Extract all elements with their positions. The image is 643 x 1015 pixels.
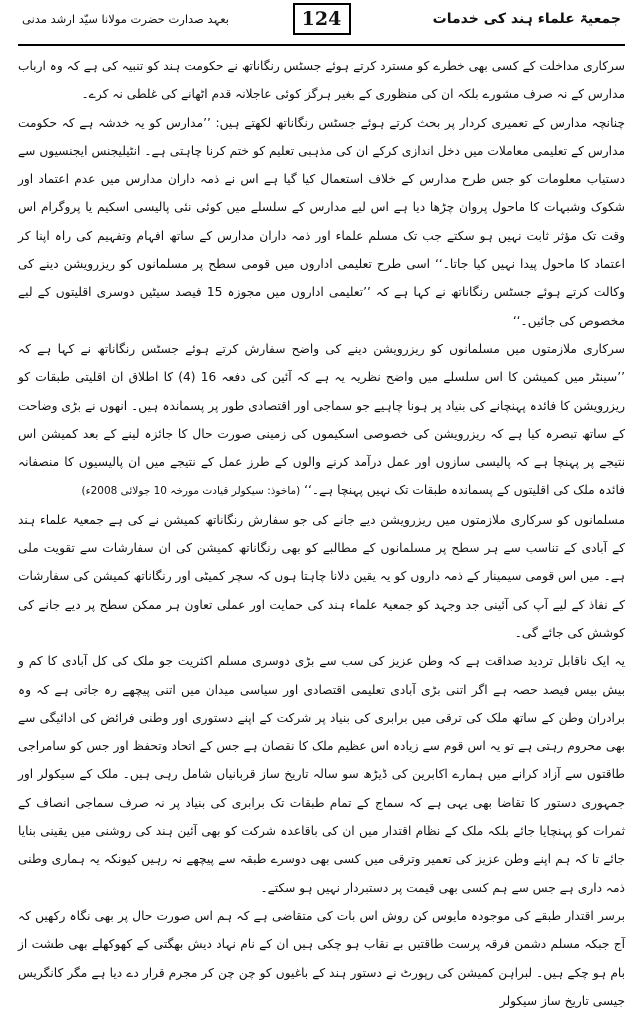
running-head: بعہد صدارت حضرت مولانا سیّد ارشد مدنی: [22, 12, 229, 26]
paragraph: چنانچہ مدارس کے تعمیری کردار پر بحث کرتے ہوئے جسٹس رنگاناتھ لکھتے ہیں: ’’مدارس کو یہ خدشہ ہے کہ حکومت مدارس کے تعلیمی معاملات میں دخل اندازی کرکے ان کی مذہبی تعلیم کو ختم کرنا چاہتی ہے۔ انٹیلیجنس ایجنسیوں سے دستیاب معلومات کو جس طرح مدارس کے خلاف استعمال کیا گیا ہے اس نے ذمہ داران مدارس میں عدم اعتماد اور شکوک وشبہات کا ماحول پروان چڑھا دیا ہے اس لیے مدارس کے سلسلے میں کوئی نئی پالیسی اسکیم یا پروگرام اس وقت تک مؤثر ثابت نہیں ہو سکتے جب تک مسلم علماء اور ذمہ داران مدارس کے ساتھ افہام وتفہیم کی راہ اپنا کر اعتماد کا ماحول پیدا نہیں کیا جاتا۔‘‘ اسی طرح تعلیمی اداروں میں قومی سطح پر مسلمانوں کو ریزرویشن دینے کی وکالت کرتے ہوئے جسٹس رنگاناتھ نے کہا ہے کہ ’’تعلیمی اداروں میں مجوزہ 15 فیصد سیٹیں دوسری اقلیتوں کے لیے مخصوص کی جائیں۔‘‘: [18, 115, 625, 328]
source-citation: (ماخوذ: سیکولر قیادت مورخہ 10 جولائی 2008ء): [81, 485, 301, 498]
paragraph: برسر اقتدار طبقے کی موجودہ مایوس کن روش اس بات کی متقاضی ہے کہ ہم اس صورت حال پر بھی نگاہ رکھیں کہ آج جبکہ مسلم دشمن فرقہ پرست طاقتیں بے نقاب ہو چکی ہیں ان کے نام نہاد دیش بھگتی کے کھوکھلے بھی طشت از بام ہو چکے ہیں۔ لبراہن کمیشن کی رپورٹ نے دستور ہند کے باغیوں کو چن چن کر مجرم قرار دے دیا ہے مگر کانگریس جیسی تاریخ ساز سیکولر: [18, 908, 625, 1008]
paragraph: یہ ایک ناقابل تردید صداقت ہے کہ وطن عزیز کی سب سے بڑی دوسری مسلم اکثریت جو ملک کی کل آبادی کا کم و بیش بیس فیصد حصہ ہے اگر اتنی بڑی آبادی تعلیمی اقتصادی اور سیاسی میدان میں اتنی پیچھے رہ جاتی ہے کہ وہ برادران وطن کے ساتھ ملک کی ترقی میں برابری کی بنیاد پر شرکت کے اپنے دستوری اور وطنی فرائض کی ادائیگی سے بھی محروم رہتی ہے تو یہ اس قوم سے زیادہ اس عظیم ملک کا نقصان ہے جس کے اتحاد وتحفظ اور جس کو سامراجی طاقتوں سے آزاد کرانے میں ہمارے اکابرین کی ڈیڑھ سو سالہ تاریخ ساز قربانیاں شامل رہی ہیں۔ ملک کے سیکولر اور جمہوری دستور کا تقاضا بھی یہی ہے کہ سماج کے تمام طبقات تک برابری کی بنیاد پر نہ صرف سماجی انصاف کے ثمرات کو پہنچایا جائے بلکہ ملک کے نظام اقتدار میں ان کی باقاعدہ شرکت کو بھی آئین ہند کی روشنی میں یقینی بنایا جائے تا کہ ہم اپنے وطن عزیز کی تعمیر وترقی میں کسی بھی دوسرے طبقہ سے پیچھے نہ رہیں کیونکہ یہ ہماری وطنی ذمہ داری ہے جس سے ہم کسی بھی قیمت پر دستبردار نہیں ہو سکتے۔: [18, 654, 625, 895]
body-text: [18, 52, 625, 1015]
paragraph-text: سرکاری ملازمتوں میں مسلمانوں کو ریزرویشن دینے کی واضح سفارش کرتے ہوئے جسٹس رنگاناتھ نے کہا ہے کہ ’’سینٹر میں کمیشن کا اس سلسلے میں واضح نظریہ یہ ہے کہ آئین کی دفعہ 16 (4) کا اطلاق ان اقلیتی طبقات کو ریزرویشن کا فائدہ پہنچانے کی بنیاد پر ہونا چاہیے جو سماجی اور اقتصادی طور پر پسماندہ ہیں۔ انھوں نے بڑی وضاحت کے ساتھ تبصرہ کیا ہے کہ ریزرویشن کی خصوصی اسکیموں کی زمینی صورت حال کا جائزہ لینے کے بعد کمیشن اس نتیجے پر پہنچا ہے کہ پالیسی سازوں اور عمل درآمد کرنے والوں کے طرز عمل کے نتیجے میں ان پالیسیوں کا منصفانہ فائدہ ملک کی اقلیتوں کے پسماندہ طبقات تک نہیں پہنچا ہے۔‘‘: [18, 341, 625, 498]
paragraph: مسلمانوں کو سرکاری ملازمتوں میں ریزرویشن دیے جانے کی جو سفارش رنگاناتھ کمیشن نے کی ہے جمعیۃ علماء ہند کے آبادی کے تناسب سے ہر سطح پر مسلمانوں کے مطالبے کو بھی رنگاناتھ کمیشن کی ان سفارشات سے تقویت ملی ہے۔ میں اس قومی سیمینار کے ذمہ داروں کو یہ یقین دلانا چاہتا ہوں کہ سچر کمیٹی اور رنگاناتھ کمیشن کی سفارشات کے نفاذ کے لیے آپ کی آئینی جد وجہد کو جمعیۃ علماء ہند کی حمایت اور عملی تعاون ہر ممکن سطح پر دیے جانے کی کوشش کی جائے گی۔: [18, 512, 625, 640]
page-number: 124: [293, 3, 351, 35]
paragraph: [18, 335, 625, 506]
paragraph: سرکاری مداخلت کے کسی بھی خطرے کو مسترد کرتے ہوئے جسٹس رنگاناتھ نے حکومت ہند کو تنبیہ کی ہے کہ وہ ارباب مدارس کے نہ صرف مشورے بلکہ ان کی منظوری کے بغیر ہرگز کوئی عاجلانہ قدم اٹھانے کی غلطی نہ کرے۔: [18, 59, 625, 102]
book-title: جمعیۃ علماء ہند کی خدمات: [432, 11, 621, 27]
page-header: [18, 0, 625, 46]
